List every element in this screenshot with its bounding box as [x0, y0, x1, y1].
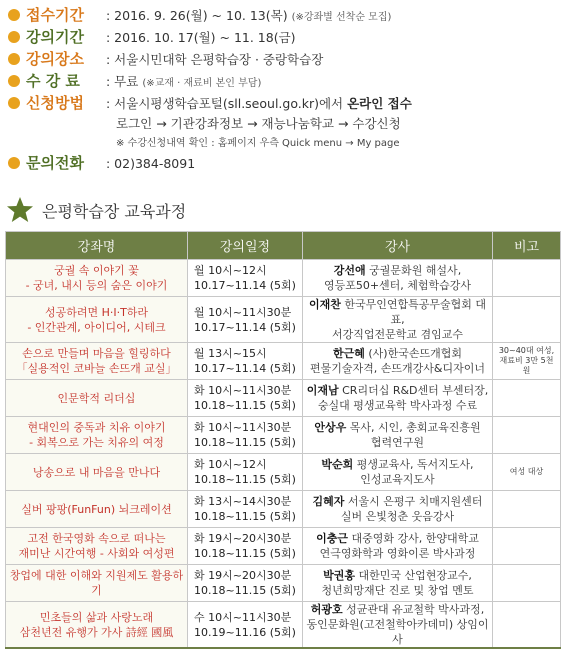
remark-cell: [493, 343, 561, 380]
instructor-cell: [303, 565, 493, 602]
star-icon: [6, 196, 34, 224]
instructor-name: 이재남: [306, 384, 339, 397]
info-fee: [8, 70, 558, 92]
fee-label: 수 강 료: [26, 72, 80, 90]
bullet-dot-icon: [8, 9, 20, 21]
schedule-time: 화 10시~11시30분: [194, 421, 292, 434]
table-row: [6, 297, 561, 343]
schedule-dates: 10.18~11.15 (5회): [194, 547, 296, 560]
table-row: [6, 528, 561, 565]
bullet-dot-icon: [8, 157, 20, 169]
instructor-cell: [303, 297, 493, 343]
header-course: 강좌명: [6, 232, 188, 260]
schedule-dates: 10.17~11.14 (5회): [194, 320, 296, 334]
schedule-time: 월 10시~11시30분: [194, 305, 292, 319]
remark-cell: [493, 297, 561, 343]
instructor-desc1: (사)한국손뜨개협회: [364, 347, 462, 360]
instructor-desc2: 편물기술자격, 손뜨개강사&디자이너: [310, 362, 485, 375]
course-title-cell: [6, 602, 188, 649]
table-row: [6, 260, 561, 297]
remark-cell: [493, 565, 561, 602]
instructor-desc2: 서강직업전문학교 겸임교수: [331, 328, 463, 341]
schedule-cell: [188, 297, 303, 343]
course-title-line2: - 인간관계, 아이디어, 시테크: [27, 320, 166, 334]
instructor-cell: [303, 528, 493, 565]
schedule-cell: [188, 565, 303, 602]
schedule-time: 화 10시~12시: [194, 458, 267, 471]
table-row: [6, 565, 561, 602]
remark-cell: [493, 602, 561, 649]
remark-cell: [493, 260, 561, 297]
course-title-line1: 창업에 대한 이해와 지원제도 활용하기: [9, 569, 184, 597]
instructor-cell: [303, 417, 493, 454]
schedule-dates: 10.19~11.16 (5회): [194, 625, 296, 639]
instructor-desc2: 영등포50+센터, 체험학습강사: [323, 279, 472, 292]
table-body: [6, 260, 561, 649]
course-title-line1: 민초들의 삶과 사랑노래: [39, 610, 154, 624]
schedule-dates: 10.17~11.14 (5회): [194, 279, 296, 292]
contact-value: : 02)384-8091: [106, 156, 196, 171]
schedule-time: 수 10시~11시30분: [194, 610, 292, 624]
header-instructor: 강사: [303, 232, 493, 260]
table-row: [6, 380, 561, 417]
course-title-cell: [6, 454, 188, 491]
schedule-time: 화 19시~20시30분: [194, 569, 292, 582]
remark-cell: [493, 417, 561, 454]
apply-steps: 로그인 → 기관강좌정보 → 재능나눔학교 → 수강신청: [116, 116, 401, 131]
instructor-desc2: 숭실대 평생교육학 박사과정 수료: [317, 399, 478, 412]
instructor-name: 이재찬: [308, 298, 341, 311]
instructor-desc2: 협력연구원: [370, 436, 425, 449]
instructor-desc2: 청년희망재단 진로 및 창업 멘토: [321, 584, 474, 597]
instructor-name: 한근혜: [333, 347, 365, 360]
course-title-line1: 현대인의 중독과 치유 이야기: [27, 421, 166, 434]
info-apply: [8, 92, 558, 114]
apply-online-text: 온라인 접수: [347, 96, 412, 111]
instructor-desc1: 평생교육사, 독서지도사,: [353, 458, 474, 471]
course-title-cell: [6, 297, 188, 343]
instructor-name: 이충근: [316, 532, 348, 545]
schedule-dates: 10.18~11.15 (5회): [194, 473, 296, 486]
course-title-line1: 인문학적 리더십: [57, 391, 136, 405]
section-title: 은평학습장 교육과정: [42, 201, 187, 221]
instructor-name: 강선애: [333, 264, 366, 277]
fee-value: : 무료: [106, 74, 139, 89]
instructor-cell: [303, 454, 493, 491]
instructor-desc2: 동인문화원(고전철학아카데미) 상임이사: [306, 618, 489, 646]
header-remark: 비고: [493, 232, 561, 260]
schedule-time: 화 13시~14시30분: [194, 495, 292, 508]
course-title-cell: [6, 565, 188, 602]
course-title-cell: [6, 417, 188, 454]
course-title-line1: 손으로 만들며 마음을 힐링하다: [22, 347, 171, 360]
period-value: : 2016. 10. 17(월) ~ 11. 18(금): [106, 30, 296, 45]
course-info-list: [8, 4, 558, 174]
table-row: [6, 417, 561, 454]
instructor-cell: [303, 491, 493, 528]
apply-label: 신청방법: [26, 94, 84, 112]
course-title-cell: [6, 491, 188, 528]
instructor-desc1: 한국무인연합특공무술협회 대표,: [340, 298, 487, 326]
info-reception: [8, 4, 558, 26]
reception-label: 접수기간: [26, 6, 84, 24]
remark-line1: 30~40대 여성,: [498, 346, 555, 355]
bullet-dot-icon: [8, 53, 20, 65]
table-row: [6, 602, 561, 649]
instructor-desc1: CR리더십 R&D센터 부센터장,: [338, 384, 489, 397]
schedule-dates: 10.17~11.14 (5회): [194, 362, 296, 375]
header-schedule: 강의일정: [188, 232, 303, 260]
schedule-time: 화 19시~20시30분: [194, 532, 292, 545]
period-label: 강의기간: [26, 28, 84, 46]
instructor-cell: [303, 343, 493, 380]
course-title-line1: 궁궐 속 이야기 꽃: [54, 264, 139, 277]
info-venue: [8, 48, 558, 70]
schedule-time: 월 13시~15시: [194, 347, 267, 360]
instructor-name: 허광호: [310, 603, 343, 616]
instructor-desc1: 목사, 시인, 총회교육진흥원: [346, 421, 481, 434]
instructor-desc1: 궁궐문화원 해설사,: [365, 264, 462, 277]
schedule-cell: [188, 343, 303, 380]
instructor-desc2: 인성교육지도사: [360, 473, 435, 486]
remark-cell: [493, 454, 561, 491]
schedule-time: 화 10시~11시30분: [194, 384, 292, 397]
instructor-desc1: 서울시 은평구 치매지원센터: [344, 495, 483, 508]
apply-value: : 서울시평생학습포털(sll.seoul.go.kr)에서: [106, 96, 348, 111]
instructor-desc2: 연극영화학과 영화이론 박사과정: [319, 547, 476, 560]
course-title-line2: 「실용적인 코바늘 손뜨개 교실」: [16, 362, 177, 375]
schedule-cell: [188, 454, 303, 491]
remark-cell: [493, 528, 561, 565]
course-title-cell: [6, 343, 188, 380]
course-title-line2: - 회복으로 가는 치유의 여정: [29, 436, 164, 449]
info-period: [8, 26, 558, 48]
table-header-row: [6, 232, 561, 260]
curriculum-table: [5, 231, 561, 649]
remark-line1: 여성 대상: [509, 467, 544, 476]
course-title-line1: 성공하려면 H·I·T하라: [44, 305, 149, 319]
table-row: [6, 491, 561, 528]
schedule-cell: [188, 260, 303, 297]
schedule-time: 월 10시~12시: [194, 264, 267, 277]
schedule-cell: [188, 528, 303, 565]
course-title-line1: 낭송으로 내 마음을 만나다: [32, 465, 161, 479]
reception-value: : 2016. 9. 26(월) ~ 10. 13(목): [106, 8, 288, 23]
course-title-cell: [6, 380, 188, 417]
instructor-cell: [303, 602, 493, 649]
instructor-name: 안상우: [314, 421, 347, 434]
instructor-name: 박순희: [321, 458, 354, 471]
remark-line2: 재료비 3만 5천원: [499, 356, 554, 375]
course-title-cell: [6, 528, 188, 565]
instructor-desc1: 대한민국 산업현장교수,: [355, 569, 472, 582]
schedule-dates: 10.18~11.15 (5회): [194, 399, 296, 412]
instructor-desc2: 실버 은빛청춘 웃음강사: [340, 510, 455, 523]
table-row: [6, 343, 561, 380]
schedule-cell: [188, 491, 303, 528]
info-contact: [8, 152, 558, 174]
schedule-dates: 10.18~11.15 (5회): [194, 584, 296, 597]
section-header: [6, 196, 186, 224]
reception-note: (※강좌별 선착순 모집): [291, 12, 392, 23]
schedule-cell: [188, 417, 303, 454]
contact-label: 문의전화: [26, 154, 84, 172]
course-title-line2: 삼천년전 유행가 가사 詩經 國風: [19, 625, 174, 639]
instructor-name: 박권홍: [323, 569, 356, 582]
schedule-cell: [188, 380, 303, 417]
apply-note: ※ 수강신청내역 확인 : 홈페이지 우측 Quick menu → My page: [116, 138, 400, 149]
schedule-cell: [188, 602, 303, 649]
instructor-desc1: 성균관대 유교철학 박사과정,: [342, 603, 485, 616]
schedule-dates: 10.18~11.15 (5회): [194, 510, 296, 523]
course-title-cell: [6, 260, 188, 297]
instructor-cell: [303, 380, 493, 417]
venue-value: : 서울시민대학 은평학습장 · 중랑학습장: [106, 52, 324, 67]
remark-cell: [493, 380, 561, 417]
course-title-line2: - 궁녀, 내시 등의 숨은 이야기: [25, 279, 168, 292]
course-title-line1: 고전 한국영화 속으로 떠나는: [27, 532, 166, 545]
remark-cell: [493, 491, 561, 528]
course-title-line1: 실버 팡팡(FunFun) 뇌크레이션: [21, 502, 172, 516]
schedule-dates: 10.18~11.15 (5회): [194, 436, 296, 449]
bullet-dot-icon: [8, 97, 20, 109]
course-title-line2: 재미난 시간여행 - 사회와 여성편: [18, 547, 175, 560]
fee-note: (※교재 · 재료비 본인 부담): [142, 78, 262, 89]
instructor-desc1: 대중영화 강사, 한양대학교: [348, 532, 479, 545]
bullet-dot-icon: [8, 75, 20, 87]
table-row: [6, 454, 561, 491]
instructor-name: 김혜자: [312, 495, 345, 508]
venue-label: 강의장소: [26, 50, 84, 68]
bullet-dot-icon: [8, 31, 20, 43]
instructor-cell: [303, 260, 493, 297]
